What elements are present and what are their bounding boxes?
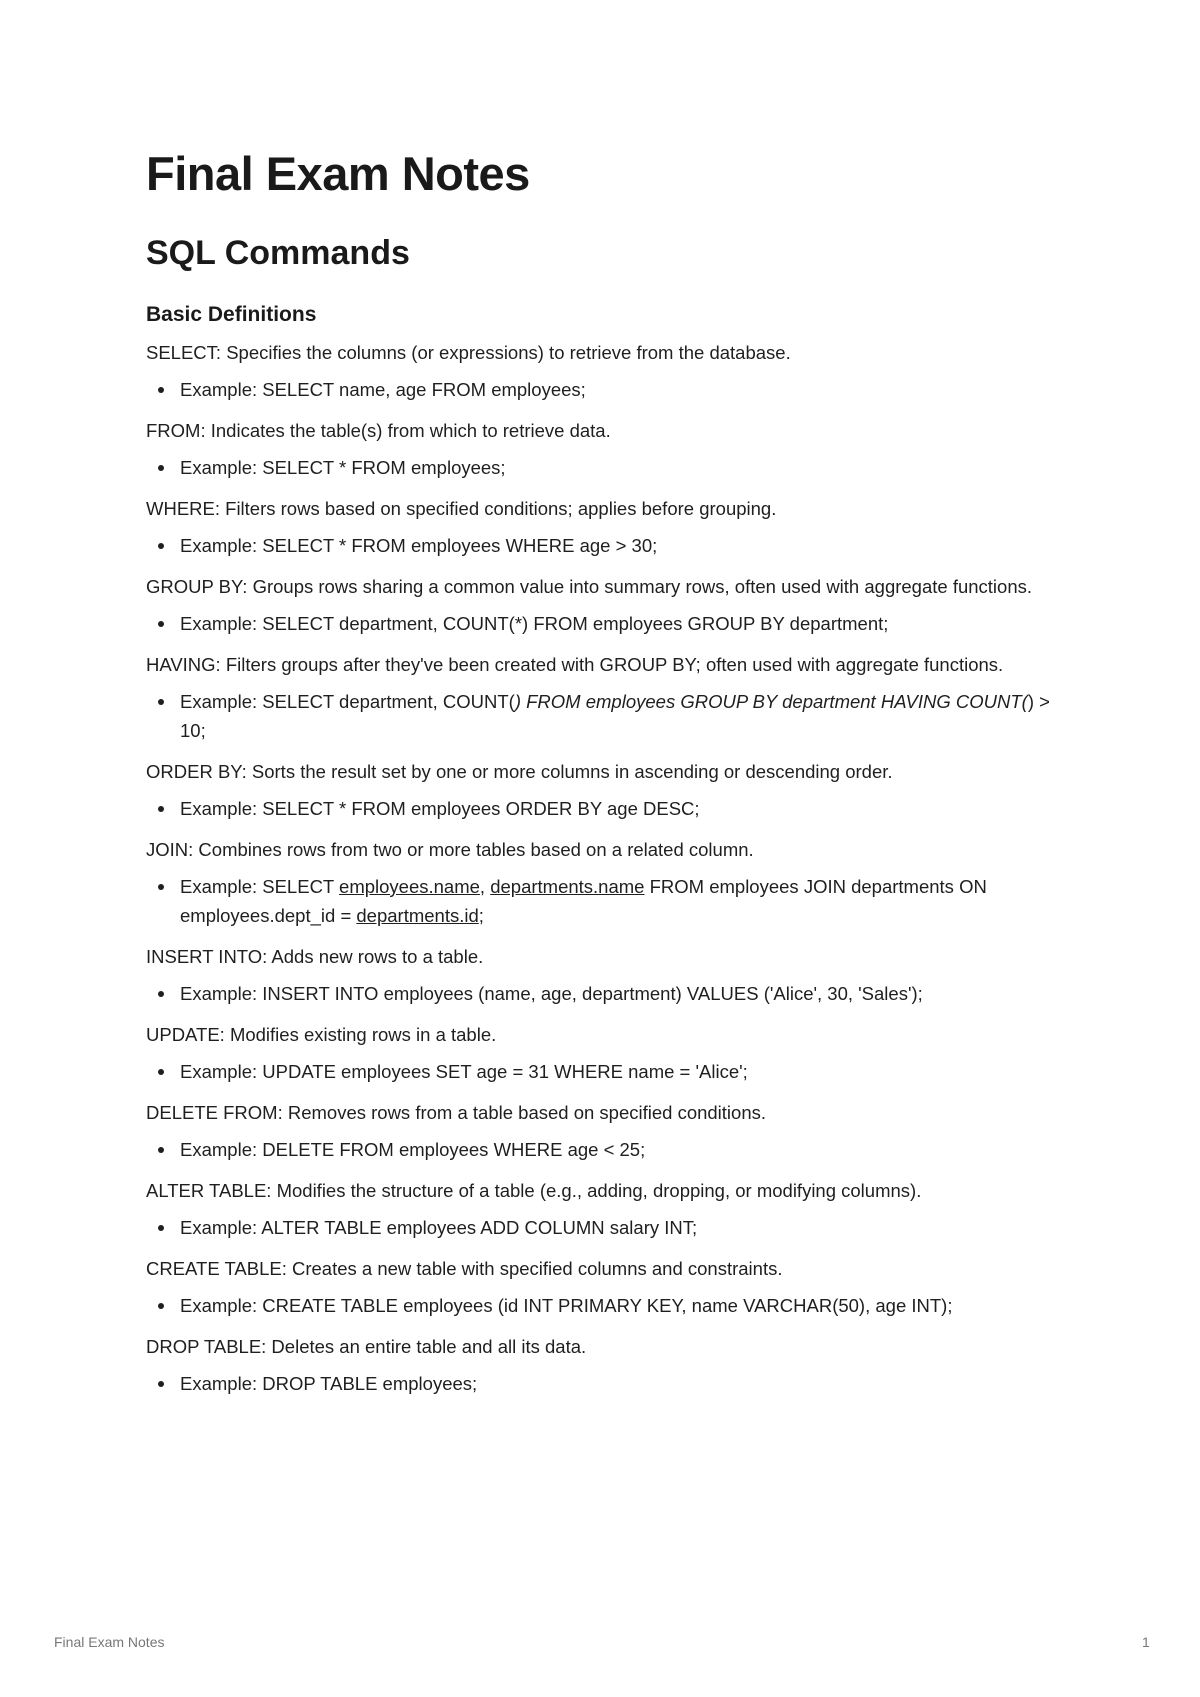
footer-page-number: 1 [1142, 1634, 1150, 1650]
example-text-part: , [479, 876, 491, 897]
example-list [146, 794, 1056, 823]
example-list [146, 1213, 1056, 1242]
auto-link-departments-id[interactable]: departments.id [356, 905, 479, 926]
example-item [146, 609, 1056, 638]
page-content [146, 140, 1056, 1406]
footer-title: Final Exam Notes [54, 1634, 165, 1650]
example-item [146, 794, 1056, 823]
example-list [146, 1057, 1056, 1086]
bullet-icon [158, 1303, 164, 1309]
example-text: Example: DROP TABLE employees; [180, 1373, 478, 1394]
auto-link-departments-name[interactable]: departments.name [490, 876, 645, 897]
example-text-italic: ) FROM employees GROUP BY department HAVING COUNT( [514, 691, 1028, 712]
example-item [146, 453, 1056, 482]
definition-update: UPDATE: Modifies existing rows in a table. [146, 1024, 497, 1045]
example-text-part: Example: SELECT department, COUNT( [180, 691, 515, 712]
definition-group-by: GROUP BY: Groups rows sharing a common value into summary rows, often used with aggregate functions. [146, 576, 1033, 597]
example-text: Example: UPDATE employees SET age = 31 WHERE name = 'Alice'; [180, 1061, 748, 1082]
definition-where: WHERE: Filters rows based on specified conditions; applies before grouping. [146, 498, 777, 519]
example-list [146, 375, 1056, 404]
document-title: Final Exam Notes [146, 147, 530, 200]
example-text: Example: DELETE FROM employees WHERE age < 25; [180, 1139, 646, 1160]
example-text: Example: SELECT name, age FROM employees; [180, 379, 586, 400]
example-item [146, 979, 1056, 1008]
example-text: Example: ALTER TABLE employees ADD COLUMN salary INT; [180, 1217, 698, 1238]
example-item [146, 872, 1056, 930]
bullet-icon [158, 884, 164, 890]
definition-list [146, 334, 1056, 1398]
example-item [146, 1135, 1056, 1164]
definition-create-table: CREATE TABLE: Creates a new table with specified columns and constraints. [146, 1258, 783, 1279]
example-list [146, 1369, 1056, 1398]
example-list [146, 609, 1056, 638]
example-list [146, 687, 1056, 745]
example-text-part: Example: SELECT [180, 876, 340, 897]
example-item [146, 687, 1056, 745]
example-list [146, 1135, 1056, 1164]
example-text-part: FROM employees JOIN departments ON employees.dept_id = [180, 876, 987, 926]
definition-join: JOIN: Combines rows from two or more tables based on a related column. [146, 839, 754, 860]
bullet-icon [158, 806, 164, 812]
example-list [146, 531, 1056, 560]
example-list [146, 453, 1056, 482]
definition-order-by: ORDER BY: Sorts the result set by one or more columns in ascending or descending order. [146, 761, 893, 782]
example-text-part: ; [478, 905, 484, 926]
example-text: Example: CREATE TABLE employees (id INT PRIMARY KEY, name VARCHAR(50), age INT); [180, 1295, 953, 1316]
bullet-icon [158, 1147, 164, 1153]
example-item [146, 1369, 1056, 1398]
example-item [146, 531, 1056, 560]
definition-alter-table: ALTER TABLE: Modifies the structure of a table (e.g., adding, dropping, or modifying columns). [146, 1180, 922, 1201]
bullet-icon [158, 465, 164, 471]
definition-insert-into: INSERT INTO: Adds new rows to a table. [146, 946, 484, 967]
example-text: Example: SELECT department, COUNT(*) FROM employees GROUP BY department; [180, 613, 889, 634]
bullet-icon [158, 543, 164, 549]
example-list [146, 1291, 1056, 1320]
auto-link-employees-name[interactable]: employees.name [339, 876, 480, 897]
section-title: SQL Commands [146, 234, 410, 272]
definition-delete-from: DELETE FROM: Removes rows from a table based on specified conditions. [146, 1102, 767, 1123]
example-list [146, 979, 1056, 1008]
example-text-part: ) > 10; [180, 691, 1050, 741]
bullet-icon [158, 387, 164, 393]
bullet-icon [158, 991, 164, 997]
subsection-title: Basic Definitions [146, 303, 317, 326]
definition-drop-table: DROP TABLE: Deletes an entire table and all its data. [146, 1336, 587, 1357]
definition-from: FROM: Indicates the table(s) from which to retrieve data. [146, 420, 611, 441]
bullet-icon [158, 621, 164, 627]
bullet-icon [158, 1225, 164, 1231]
example-item [146, 1213, 1056, 1242]
bullet-icon [158, 1069, 164, 1075]
definition-having: HAVING: Filters groups after they've been created with GROUP BY; often used with aggregate functions. [146, 654, 1004, 675]
bullet-icon [158, 699, 164, 705]
example-text: Example: INSERT INTO employees (name, age, department) VALUES ('Alice', 30, 'Sales'); [180, 983, 923, 1004]
bullet-icon [158, 1381, 164, 1387]
example-item [146, 1291, 1056, 1320]
example-item [146, 375, 1056, 404]
definition-select: SELECT: Specifies the columns (or expressions) to retrieve from the database. [146, 342, 791, 363]
example-text: Example: SELECT * FROM employees ORDER BY age DESC; [180, 798, 700, 819]
example-text: Example: SELECT * FROM employees; [180, 457, 506, 478]
example-list [146, 872, 1056, 930]
example-text: Example: SELECT * FROM employees WHERE age > 30; [180, 535, 658, 556]
example-item [146, 1057, 1056, 1086]
